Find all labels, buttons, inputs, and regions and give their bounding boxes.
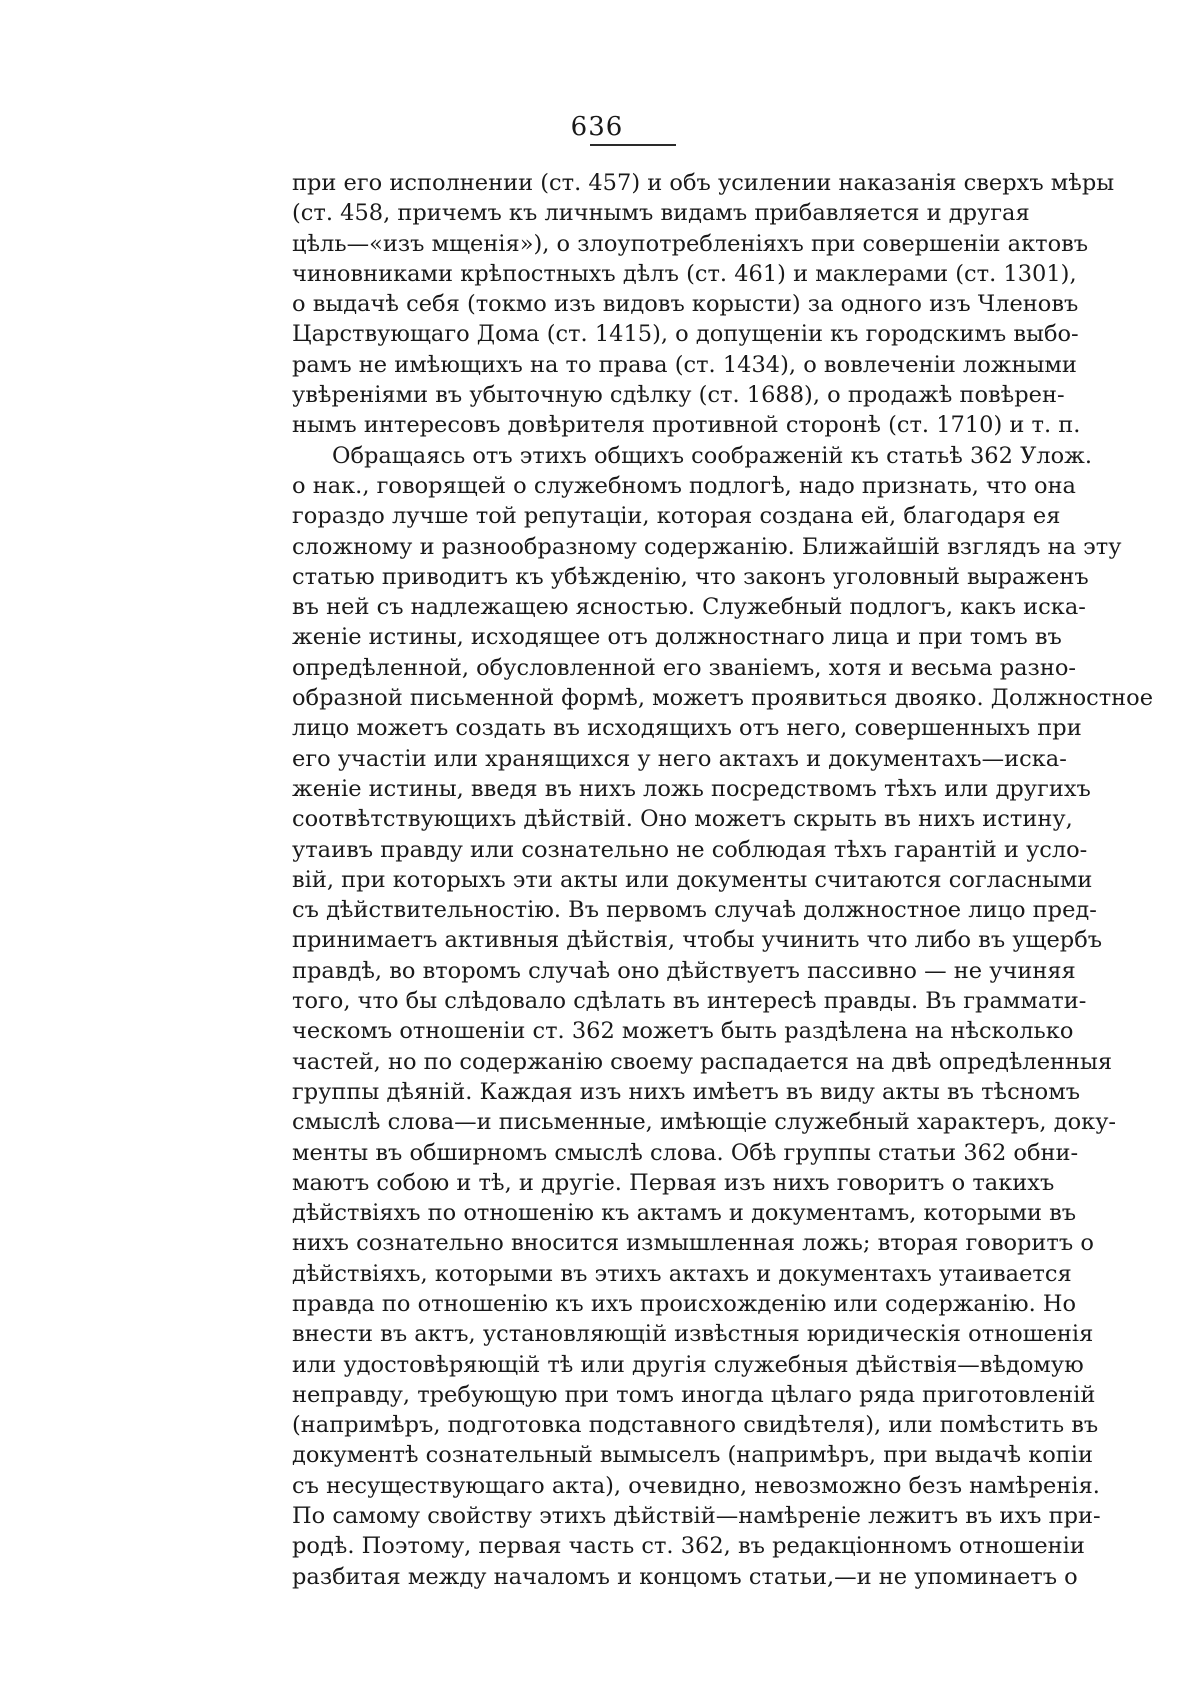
text-line: нымъ интересовъ довѣрителя противной сторонѣ (ст. 1710) и т. п. xyxy=(292,412,1081,439)
text-line: (напримѣръ, подготовка подставного свидѣтеля), или помѣстить въ xyxy=(292,1412,1099,1439)
text-line: въ ней съ надлежащею ясностью. Служебный подлогъ, какъ иска- xyxy=(292,594,1086,621)
text-line: женіе истины, введя въ нихъ ложь посредствомъ тѣхъ или другихъ xyxy=(292,775,1091,802)
text-line: съ несуществующаго акта), очевидно, невозможно безъ намѣренія. xyxy=(292,1472,1100,1499)
text-line: лицо можетъ создать въ исходящихъ отъ него, совершенныхъ при xyxy=(292,715,1082,742)
text-line: гораздо лучше той репутаціи, которая создана ей, благодаря ея xyxy=(292,503,1061,530)
text-line: рамъ не имѣющихъ на то права (ст. 1434), о вовлеченіи ложными xyxy=(292,351,1077,378)
text-line: маютъ собою и тѣ, и другіе. Первая изъ нихъ говоритъ о такихъ xyxy=(292,1169,1055,1196)
text-line: соотвѣтствующихъ дѣйствій. Оно можетъ скрыть въ нихъ истину, xyxy=(292,806,1073,833)
text-line: частей, но по содержанію своему распадается на двѣ опредѣленныя xyxy=(292,1048,1113,1075)
text-line: смыслѣ слова—и письменные, имѣющіе служебный характеръ, доку- xyxy=(292,1109,1117,1136)
text-line: опредѣленной, обусловленной его званіемъ, хотя и весьма разно- xyxy=(292,654,1076,681)
text-line: женіе истины, исходящее отъ должностнаго лица и при томъ въ xyxy=(292,624,1062,651)
text-line: того, что бы слѣдовало сдѣлать въ интересѣ правды. Въ граммати- xyxy=(292,988,1087,1015)
text-line: разбитая между началомъ и концомъ статьи,—и не упоминаетъ о xyxy=(292,1563,1078,1590)
text-line: образной письменной формѣ, можетъ проявиться двояко. Должностное xyxy=(292,685,1154,712)
text-line: документѣ сознательный вымыселъ (напримѣръ, при выдачѣ копіи xyxy=(292,1442,1093,1469)
text-line: или удостовѣряющій тѣ или другія служебныя дѣйствія—вѣдомую xyxy=(292,1351,1084,1378)
paragraph-start-line: Обращаясь отъ этихъ общихъ соображеній къ статьѣ 362 Улож. xyxy=(332,442,1093,469)
body-text xyxy=(292,168,1154,1592)
page-number-rule xyxy=(590,144,676,146)
text-line: менты въ обширномъ смыслѣ слова. Обѣ группы статьи 362 обни- xyxy=(292,1139,1079,1166)
text-line: правдѣ, во второмъ случаѣ оно дѣйствуетъ пассивно — не учиняя xyxy=(292,957,1076,984)
text-line: правда по отношенію къ ихъ происхожденію или содержанію. Но xyxy=(292,1290,1077,1317)
text-line: увѣреніями въ убыточную сдѣлку (ст. 1688), о продажѣ повѣрен- xyxy=(292,382,1065,409)
text-line: статью приводитъ къ убѣжденію, что законъ уголовный выраженъ xyxy=(292,563,1089,590)
text-line: неправду, требующую при томъ иногда цѣлаго ряда приготовленій xyxy=(292,1381,1096,1408)
text-line: о нак., говорящей о служебномъ подлогѣ, надо признать, что она xyxy=(292,472,1076,499)
text-line: ческомъ отношеніи ст. 362 можетъ быть раздѣлена на нѣсколько xyxy=(292,1018,1074,1045)
page-number: 636 xyxy=(570,112,624,142)
text-line: цѣль—«изъ мщенія»), о злоупотребленіяхъ при совершеніи актовъ xyxy=(292,230,1089,257)
text-line: По самому свойству этихъ дѣйствій—намѣреніе лежитъ въ ихъ при- xyxy=(292,1503,1101,1530)
text-line: сложному и разнообразному содержанію. Ближайшій взглядъ на эту xyxy=(292,533,1122,560)
text-line: чиновниками крѣпостныхъ дѣлъ (ст. 461) и маклерами (ст. 1301), xyxy=(292,260,1077,287)
text-line: о выдачѣ себя (токмо изъ видовъ корысти) за одного изъ Членовъ xyxy=(292,291,1079,318)
text-line: нихъ сознательно вносится измышленная ложь; вторая говоритъ о xyxy=(292,1230,1094,1257)
text-line: родѣ. Поэтому, первая часть ст. 362, въ редакціонномъ отношеніи xyxy=(292,1533,1085,1560)
text-line: при его исполнении (ст. 457) и объ усилении наказанія сверхъ мѣры xyxy=(292,170,1115,196)
text-line: группы дѣяній. Каждая изъ нихъ имѣетъ въ виду акты въ тѣсномъ xyxy=(292,1078,1081,1105)
text-line: дѣйствіяхъ по отношенію къ актамъ и документамъ, которыми въ xyxy=(292,1200,1077,1227)
text-line: (ст. 458, причемъ къ личнымъ видамъ прибавляется и другая xyxy=(292,200,1030,227)
text-line: утаивъ правду или сознательно не соблюдая тѣхъ гарантій и усло- xyxy=(292,836,1088,863)
text-line: съ дѣйствительностію. Въ первомъ случаѣ должностное лицо пред- xyxy=(292,897,1097,924)
text-line: его участіи или хранящихся у него актахъ и документахъ—иска- xyxy=(292,745,1067,772)
text-line: вій, при которыхъ эти акты или документы считаются согласными xyxy=(292,866,1093,893)
text-line: дѣйствіяхъ, которыми въ этихъ актахъ и документахъ утаивается xyxy=(292,1260,1072,1287)
text-line: принимаетъ активныя дѣйствія, чтобы учинить что либо въ ущербъ xyxy=(292,927,1103,954)
text-line: внести въ актъ, установляющій извѣстныя юридическія отношенія xyxy=(292,1321,1094,1348)
text-line: Царствующаго Дома (ст. 1415), о допущеніи къ городскимъ выбо- xyxy=(292,321,1079,348)
